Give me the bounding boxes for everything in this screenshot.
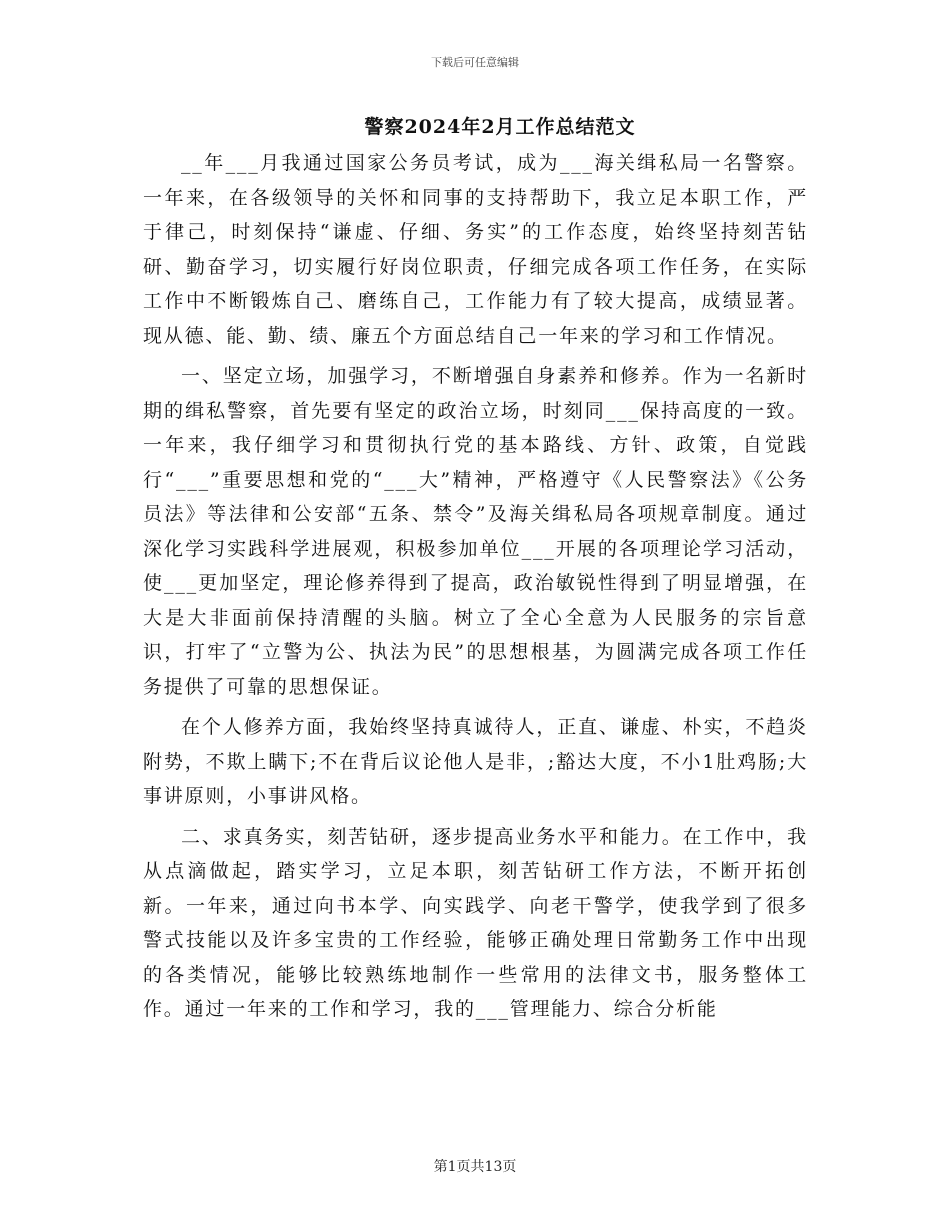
page-number: 第1页共13页: [433, 1159, 517, 1175]
paragraph-personal-cultivation: 在个人修养方面，我始终坚持真诚待人，正直、谦虚、朴实，不趋炎附势，不欺上瞒下;不在背后议论他人是非，;豁达大度，不小1肚鸡肠;大事讲原则，小事讲风格。: [143, 716, 808, 807]
paragraph-intro: __年___月我通过国家公务员考试，成为___海关缉私局一名警察。一年来，在各级领导的关怀和同事的支持帮助下，我立足本职工作，严于律己，时刻保持“谦虚、仔细、务实”的工作态度，始终坚持刻苦钻研、勤奋学习，切实履行好岗位职责，仔细完成各项工作任务，在实际工作中不断锻炼自己、磨练自己，工作能力有了较大提高，成绩显著。现从德、能、勤、绩、廉五个方面总结自己一年来的学习和工作情况。: [143, 152, 808, 347]
paragraph-section-two: 二、求真务实，刻苦钻研，逐步提高业务水平和能力。在工作中，我从点滴做起，踏实学习，立足本职，刻苦钻研工作方法，不断开拓创新。一年来，通过向书本学、向实践学、向老干警学，使我学到了很多警式技能以及许多宝贵的工作经验，能够正确处理日常勤务工作中出现的各类情况，能够比较熟练地制作一些常用的法律文书，服务整体工作。通过一年来的工作和学习，我的___管理能力、综合分析能: [143, 825, 808, 1020]
document-body: [143, 146, 808, 1027]
paragraph-section-one: 一、坚定立场，加强学习，不断增强自身素养和修养。作为一名新时期的缉私警察，首先要有坚定的政治立场，时刻同___保持高度的一致。一年来，我仔细学习和贯彻执行党的基本路线、方针、政策，自觉践行“___”重要思想和党的“___大”精神，严格遵守《人民警察法》《公务员法》等法律和公安部“五条、禁令”及海关缉私局各项规章制度。通过深化学习实践科学进展观，积极参加单位___开展的各项理论学习活动，使___更加坚定，理论修养得到了提高，政治敏锐性得到了明显增强，在大是大非面前保持清醒的头脑。树立了全心全意为人民服务的宗旨意识，打牢了“立警为公、执法为民”的思想根基，为圆满完成各项工作任务提供了可靠的思想保证。: [143, 365, 808, 698]
page-header-note: 下载后可任意编辑: [431, 56, 519, 69]
document-title: 警察2024年2月工作总结范文: [364, 116, 636, 138]
